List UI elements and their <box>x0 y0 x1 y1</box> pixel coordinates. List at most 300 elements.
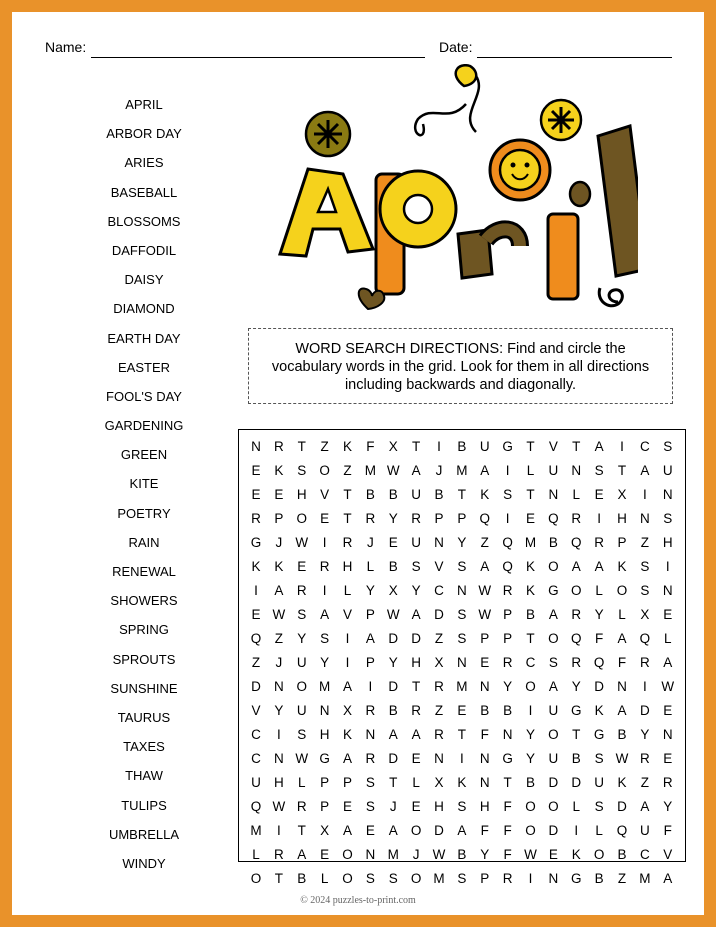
grid-letter[interactable]: X <box>434 654 444 670</box>
grid-letter[interactable]: I <box>574 822 579 838</box>
grid-letter[interactable]: O <box>342 870 353 886</box>
grid-letter[interactable]: R <box>502 654 513 670</box>
grid-letter[interactable]: W <box>661 678 675 694</box>
grid-letter[interactable]: L <box>618 606 626 622</box>
grid-letter[interactable]: S <box>320 630 330 646</box>
grid-letter[interactable]: S <box>663 438 673 454</box>
grid-letter[interactable]: Z <box>274 630 283 646</box>
grid-letter[interactable]: W <box>295 750 309 766</box>
grid-letter[interactable]: M <box>639 870 651 886</box>
grid-letter[interactable]: Z <box>640 774 649 790</box>
grid-letter[interactable]: U <box>594 774 604 790</box>
grid-letter[interactable]: E <box>411 750 421 766</box>
grid-letter[interactable]: T <box>412 438 421 454</box>
grid-letter[interactable]: O <box>410 822 422 838</box>
grid-letter[interactable]: A <box>617 630 627 646</box>
grid-letter[interactable]: K <box>525 558 535 574</box>
grid-letter[interactable]: M <box>456 678 468 694</box>
grid-letter[interactable]: N <box>365 846 376 862</box>
grid-letter[interactable]: D <box>388 678 399 694</box>
grid-letter[interactable]: A <box>411 462 421 478</box>
grid-letter[interactable]: B <box>503 702 513 718</box>
grid-letter[interactable]: E <box>388 534 398 550</box>
grid-letter[interactable]: L <box>320 870 329 886</box>
grid-letter[interactable]: M <box>387 846 399 862</box>
grid-letter[interactable]: A <box>617 702 627 718</box>
grid-letter[interactable]: T <box>526 438 535 454</box>
grid-letter[interactable]: Q <box>479 510 490 526</box>
grid-letter[interactable]: I <box>276 726 281 742</box>
grid-letter[interactable]: Z <box>640 534 649 550</box>
grid-letter[interactable]: I <box>322 582 327 598</box>
grid-letter[interactable]: Y <box>365 582 375 598</box>
grid-letter[interactable]: K <box>342 438 352 454</box>
grid-letter[interactable]: O <box>616 582 628 598</box>
grid-letter[interactable]: O <box>525 678 536 694</box>
grid-letter[interactable]: R <box>594 534 604 550</box>
grid-letter[interactable]: J <box>275 654 283 670</box>
grid-letter[interactable]: W <box>478 606 492 622</box>
grid-letter[interactable]: D <box>388 750 399 766</box>
grid-letter[interactable]: L <box>366 558 375 574</box>
grid-letter[interactable]: B <box>434 486 444 502</box>
grid-letter[interactable]: Y <box>503 678 513 694</box>
grid-letter[interactable]: W <box>524 846 537 862</box>
grid-letter[interactable]: H <box>411 654 421 670</box>
grid-letter[interactable]: R <box>434 726 444 742</box>
grid-letter[interactable]: E <box>663 606 673 622</box>
grid-letter[interactable]: T <box>503 774 512 790</box>
grid-letter[interactable]: Y <box>663 798 673 814</box>
grid-letter[interactable]: K <box>342 726 352 742</box>
grid-letter[interactable]: E <box>297 558 307 574</box>
grid-letter[interactable]: R <box>571 654 582 670</box>
grid-letter[interactable]: M <box>433 870 445 886</box>
grid-letter[interactable]: E <box>663 702 673 718</box>
grid-letter[interactable]: S <box>663 510 673 526</box>
grid-letter[interactable]: A <box>274 582 284 598</box>
grid-letter[interactable]: G <box>570 702 582 718</box>
grid-letter[interactable]: Y <box>274 702 284 718</box>
grid-letter[interactable]: V <box>663 846 673 862</box>
grid-letter[interactable]: Q <box>250 798 262 814</box>
grid-letter[interactable]: T <box>617 462 627 478</box>
grid-letter[interactable]: T <box>274 870 283 886</box>
grid-letter[interactable]: W <box>478 582 492 598</box>
grid-letter[interactable]: M <box>456 462 468 478</box>
grid-letter[interactable]: S <box>365 774 375 790</box>
grid-letter[interactable]: R <box>365 510 376 526</box>
grid-letter[interactable]: A <box>342 822 352 838</box>
grid-letter[interactable]: G <box>593 726 605 742</box>
grid-letter[interactable]: N <box>479 678 490 694</box>
grid-letter[interactable]: R <box>251 510 261 526</box>
grid-letter[interactable]: C <box>434 582 444 598</box>
grid-letter[interactable]: I <box>665 558 670 574</box>
grid-letter[interactable]: R <box>411 702 421 718</box>
grid-letter[interactable]: U <box>662 462 673 478</box>
grid-letter[interactable]: O <box>570 582 582 598</box>
grid-letter[interactable]: E <box>320 510 330 526</box>
grid-letter[interactable]: K <box>525 582 535 598</box>
grid-letter[interactable]: C <box>251 750 261 766</box>
grid-letter[interactable]: N <box>571 462 582 478</box>
grid-letter[interactable]: A <box>548 606 558 622</box>
grid-letter[interactable]: A <box>571 558 581 574</box>
grid-letter[interactable]: P <box>457 510 467 526</box>
grid-letter[interactable]: F <box>663 822 672 838</box>
grid-letter[interactable]: Z <box>480 534 489 550</box>
grid-letter[interactable]: H <box>296 486 307 502</box>
grid-letter[interactable]: S <box>457 630 467 646</box>
grid-letter[interactable]: B <box>571 750 581 766</box>
grid-letter[interactable]: S <box>411 558 421 574</box>
grid-letter[interactable]: V <box>434 558 444 574</box>
grid-letter[interactable]: V <box>548 438 558 454</box>
grid-letter[interactable]: E <box>251 606 261 622</box>
grid-letter[interactable]: H <box>319 726 330 742</box>
grid-letter[interactable]: R <box>571 510 582 526</box>
grid-letter[interactable]: P <box>434 510 444 526</box>
grid-letter[interactable]: W <box>272 606 286 622</box>
grid-letter[interactable]: A <box>640 798 650 814</box>
grid-letter[interactable]: F <box>503 846 512 862</box>
grid-letter[interactable]: B <box>457 846 467 862</box>
grid-letter[interactable]: R <box>502 582 513 598</box>
grid-letter[interactable]: Q <box>616 822 628 838</box>
grid-letter[interactable]: I <box>620 438 624 454</box>
grid-letter[interactable]: L <box>297 774 306 790</box>
grid-letter[interactable]: A <box>320 606 330 622</box>
grid-letter[interactable]: N <box>457 582 467 598</box>
grid-letter[interactable]: U <box>548 462 559 478</box>
grid-letter[interactable]: Z <box>320 438 329 454</box>
grid-letter[interactable]: R <box>434 678 444 694</box>
grid-letter[interactable]: F <box>595 630 604 646</box>
grid-letter[interactable]: I <box>505 510 510 526</box>
grid-letter[interactable]: S <box>297 462 307 478</box>
grid-letter[interactable]: P <box>503 630 513 646</box>
grid-letter[interactable]: A <box>548 678 558 694</box>
grid-letter[interactable]: I <box>322 534 327 550</box>
grid-letter[interactable]: U <box>548 750 559 766</box>
grid-letter[interactable]: T <box>526 486 535 502</box>
grid-letter[interactable]: S <box>388 870 398 886</box>
grid-letter[interactable]: R <box>365 750 376 766</box>
grid-letter[interactable]: Y <box>297 630 307 646</box>
grid-letter[interactable]: Q <box>502 558 513 574</box>
grid-letter[interactable]: E <box>251 462 261 478</box>
grid-letter[interactable]: U <box>479 438 490 454</box>
grid-letter[interactable]: X <box>617 486 627 502</box>
grid-letter[interactable]: K <box>617 558 627 574</box>
grid-letter[interactable]: R <box>411 510 421 526</box>
grid-letter[interactable]: N <box>617 678 627 694</box>
grid-letter[interactable]: H <box>662 534 673 550</box>
grid-letter[interactable]: N <box>319 702 330 718</box>
grid-letter[interactable]: R <box>274 846 284 862</box>
grid-letter[interactable]: N <box>251 438 261 454</box>
grid-letter[interactable]: S <box>457 606 467 622</box>
grid-letter[interactable]: X <box>434 774 444 790</box>
grid-letter[interactable]: S <box>503 486 513 502</box>
grid-letter[interactable]: E <box>457 702 467 718</box>
grid-letter[interactable]: A <box>594 558 604 574</box>
grid-letter[interactable]: S <box>457 558 467 574</box>
grid-letter[interactable]: L <box>595 822 603 838</box>
grid-letter[interactable]: B <box>525 774 535 790</box>
grid-letter[interactable]: M <box>250 822 262 838</box>
grid-letter[interactable]: N <box>662 582 673 598</box>
grid-letter[interactable]: U <box>251 774 261 790</box>
grid-letter[interactable]: B <box>388 486 398 502</box>
grid-letter[interactable]: F <box>503 798 512 814</box>
grid-letter[interactable]: S <box>457 870 467 886</box>
grid-letter[interactable]: L <box>595 582 603 598</box>
grid-letter[interactable]: S <box>594 750 604 766</box>
grid-letter[interactable]: O <box>525 798 536 814</box>
grid-letter[interactable]: V <box>251 702 261 718</box>
grid-letter[interactable]: S <box>594 462 604 478</box>
grid-letter[interactable]: P <box>480 870 490 886</box>
grid-letter[interactable]: X <box>320 822 330 838</box>
grid-letter[interactable]: R <box>662 774 673 790</box>
grid-letter[interactable]: A <box>457 822 467 838</box>
grid-letter[interactable]: D <box>434 606 444 622</box>
grid-letter[interactable]: N <box>548 486 559 502</box>
grid-letter[interactable]: T <box>343 510 352 526</box>
grid-letter[interactable]: O <box>319 462 330 478</box>
grid-letter[interactable]: C <box>640 438 650 454</box>
grid-letter[interactable]: M <box>364 462 376 478</box>
grid-letter[interactable]: J <box>389 798 397 814</box>
grid-letter[interactable]: B <box>617 726 627 742</box>
grid-letter[interactable]: Y <box>411 582 421 598</box>
grid-letter[interactable]: L <box>252 846 260 862</box>
grid-letter[interactable]: N <box>457 654 467 670</box>
grid-letter[interactable]: S <box>640 558 650 574</box>
letter-grid[interactable] <box>238 429 686 886</box>
grid-letter[interactable]: O <box>410 870 422 886</box>
grid-letter[interactable]: G <box>570 870 582 886</box>
grid-letter[interactable]: T <box>297 822 306 838</box>
grid-letter[interactable]: K <box>617 774 627 790</box>
grid-letter[interactable]: D <box>640 702 650 718</box>
grid-letter[interactable]: Z <box>434 630 444 646</box>
grid-letter[interactable]: H <box>274 774 284 790</box>
grid-letter[interactable]: T <box>572 438 581 454</box>
grid-letter[interactable]: B <box>388 702 398 718</box>
grid-letter[interactable]: D <box>571 774 582 790</box>
grid-letter[interactable]: W <box>615 750 629 766</box>
name-line[interactable] <box>91 57 425 58</box>
grid-letter[interactable]: S <box>297 726 307 742</box>
grid-letter[interactable]: O <box>525 822 536 838</box>
grid-letter[interactable]: A <box>342 678 352 694</box>
grid-letter[interactable]: S <box>640 582 650 598</box>
grid-letter[interactable]: N <box>479 774 490 790</box>
grid-letter[interactable]: E <box>320 846 330 862</box>
grid-letter[interactable]: S <box>457 798 467 814</box>
grid-letter[interactable]: S <box>297 606 307 622</box>
grid-letter[interactable]: F <box>366 438 375 454</box>
grid-letter[interactable]: J <box>412 846 420 862</box>
grid-letter[interactable]: Z <box>434 702 444 718</box>
grid-letter[interactable]: G <box>502 750 513 766</box>
grid-letter[interactable]: P <box>365 606 375 622</box>
grid-letter[interactable]: D <box>594 678 604 694</box>
grid-letter[interactable]: B <box>525 606 535 622</box>
grid-letter[interactable]: Y <box>388 654 398 670</box>
grid-letter[interactable]: R <box>365 702 376 718</box>
grid-letter[interactable]: N <box>479 750 490 766</box>
grid-letter[interactable]: S <box>365 798 375 814</box>
grid-letter[interactable]: I <box>597 510 601 526</box>
grid-letter[interactable]: R <box>296 798 307 814</box>
grid-letter[interactable]: T <box>572 726 581 742</box>
grid-letter[interactable]: A <box>388 726 398 742</box>
grid-letter[interactable]: H <box>479 798 490 814</box>
grid-letter[interactable]: P <box>320 798 330 814</box>
grid-letter[interactable]: Y <box>594 606 604 622</box>
grid-letter[interactable]: B <box>388 558 398 574</box>
grid-letter[interactable]: I <box>437 438 441 454</box>
grid-letter[interactable]: L <box>572 486 580 502</box>
grid-letter[interactable]: O <box>548 630 559 646</box>
grid-letter[interactable]: T <box>457 726 466 742</box>
grid-letter[interactable]: A <box>297 846 307 862</box>
grid-letter[interactable]: I <box>254 582 258 598</box>
grid-letter[interactable]: G <box>319 750 330 766</box>
grid-letter[interactable]: R <box>640 750 650 766</box>
grid-letter[interactable]: Z <box>617 870 627 886</box>
grid-letter[interactable]: H <box>342 558 353 574</box>
grid-letter[interactable]: A <box>594 438 604 454</box>
grid-letter[interactable]: W <box>386 462 400 478</box>
grid-letter[interactable]: M <box>524 534 537 550</box>
grid-letter[interactable]: Y <box>525 750 535 766</box>
grid-letter[interactable]: Y <box>525 726 535 742</box>
grid-letter[interactable]: O <box>548 726 559 742</box>
grid-letter[interactable]: N <box>662 726 673 742</box>
grid-letter[interactable]: A <box>480 558 490 574</box>
grid-letter[interactable]: G <box>502 438 513 454</box>
grid-letter[interactable]: C <box>251 726 261 742</box>
grid-letter[interactable]: X <box>342 702 352 718</box>
grid-letter[interactable]: G <box>250 534 262 550</box>
grid-letter[interactable]: A <box>342 750 352 766</box>
grid-letter[interactable]: Q <box>593 654 605 670</box>
grid-letter[interactable]: Y <box>571 678 581 694</box>
grid-letter[interactable]: B <box>617 846 627 862</box>
grid-letter[interactable]: H <box>617 510 627 526</box>
grid-letter[interactable]: A <box>480 462 490 478</box>
grid-letter[interactable]: R <box>502 870 513 886</box>
grid-letter[interactable]: R <box>274 438 284 454</box>
grid-letter[interactable]: Q <box>570 534 582 550</box>
grid-letter[interactable]: I <box>276 822 281 838</box>
grid-letter[interactable]: S <box>594 798 604 814</box>
grid-letter[interactable]: T <box>389 774 398 790</box>
grid-letter[interactable]: J <box>275 534 283 550</box>
grid-letter[interactable]: I <box>528 870 533 886</box>
grid-letter[interactable]: E <box>411 798 421 814</box>
grid-letter[interactable]: U <box>640 822 650 838</box>
grid-letter[interactable]: O <box>250 870 262 886</box>
grid-letter[interactable]: P <box>617 534 627 550</box>
grid-letter[interactable]: R <box>571 606 582 622</box>
grid-letter[interactable]: R <box>640 654 650 670</box>
grid-letter[interactable]: J <box>435 462 443 478</box>
grid-letter[interactable]: Y <box>388 510 398 526</box>
grid-letter[interactable]: T <box>457 486 466 502</box>
grid-letter[interactable]: K <box>480 486 490 502</box>
grid-letter[interactable]: O <box>548 798 559 814</box>
grid-letter[interactable]: N <box>548 870 559 886</box>
grid-letter[interactable]: A <box>411 606 421 622</box>
grid-letter[interactable]: K <box>457 774 467 790</box>
grid-letter[interactable]: X <box>388 582 398 598</box>
grid-letter[interactable]: D <box>548 774 559 790</box>
grid-letter[interactable]: D <box>617 798 627 814</box>
grid-letter[interactable]: Y <box>320 654 330 670</box>
grid-letter[interactable]: Z <box>343 462 352 478</box>
grid-letter[interactable]: E <box>274 486 284 502</box>
grid-letter[interactable]: N <box>434 534 444 550</box>
grid-letter[interactable]: F <box>617 654 627 670</box>
grid-letter[interactable]: E <box>548 846 558 862</box>
grid-letter[interactable]: P <box>503 606 513 622</box>
grid-letter[interactable]: P <box>480 630 490 646</box>
grid-letter[interactable]: F <box>503 822 512 838</box>
grid-letter[interactable]: I <box>505 462 510 478</box>
grid-letter[interactable]: L <box>572 798 580 814</box>
grid-letter[interactable]: R <box>319 558 330 574</box>
grid-letter[interactable]: U <box>548 702 559 718</box>
grid-letter[interactable]: E <box>594 486 604 502</box>
grid-letter[interactable]: Q <box>570 630 582 646</box>
grid-letter[interactable]: P <box>320 774 330 790</box>
grid-letter[interactable]: W <box>386 606 400 622</box>
grid-letter[interactable]: B <box>365 486 375 502</box>
grid-letter[interactable]: I <box>642 678 647 694</box>
grid-letter[interactable]: L <box>663 630 672 646</box>
grid-letter[interactable]: I <box>642 486 647 502</box>
grid-letter[interactable]: X <box>388 438 398 454</box>
grid-letter[interactable]: V <box>320 486 330 502</box>
grid-letter[interactable]: X <box>640 606 650 622</box>
grid-letter[interactable]: R <box>296 582 307 598</box>
grid-letter[interactable]: E <box>251 486 261 502</box>
grid-letter[interactable]: P <box>342 774 352 790</box>
grid-letter[interactable]: L <box>526 462 535 478</box>
grid-letter[interactable]: N <box>274 750 284 766</box>
grid-letter[interactable]: N <box>274 678 284 694</box>
grid-letter[interactable]: B <box>480 702 490 718</box>
grid-letter[interactable]: H <box>434 798 444 814</box>
grid-letter[interactable]: C <box>525 654 536 670</box>
grid-letter[interactable]: O <box>296 510 307 526</box>
grid-letter[interactable]: K <box>274 558 284 574</box>
grid-letter[interactable]: N <box>640 510 650 526</box>
grid-letter[interactable]: A <box>365 630 375 646</box>
grid-letter[interactable]: N <box>434 750 444 766</box>
grid-letter[interactable]: T <box>297 438 306 454</box>
grid-letter[interactable]: T <box>526 630 535 646</box>
grid-letter[interactable]: S <box>365 870 375 886</box>
grid-letter[interactable]: N <box>662 486 673 502</box>
grid-letter[interactable]: D <box>411 630 421 646</box>
